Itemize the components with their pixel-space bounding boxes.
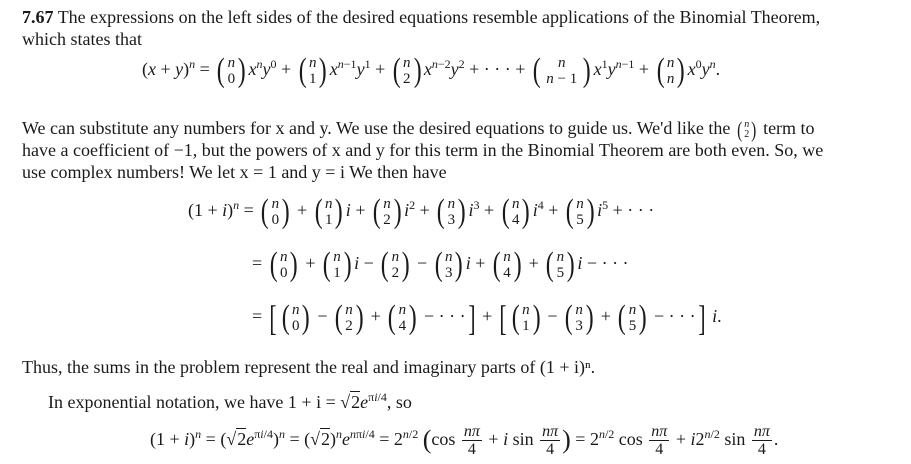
expansion-line-1: $(1 + i)^n$ = ( n 0 ) + ( n 1 ) i + ( n 2 ) $i^2$ + ( n 3 ) $i^3$ + ( n 4 ) $i^4$ + ( n 5 ) $i^5$ + · · · <box>188 193 655 230</box>
conclusion-text-2: In exponential notation, we have 1 + i = <box>48 392 336 412</box>
binomial-theorem-equation: $(x + y)^n$ = ( n 0 ) $x^ny^0$ + ( n 1 ) $x^{n-1}y^1$ + ( n 2 ) $x^{n-2}y^2$ + · · · + ( n n − 1 ) $x^1y^{n-1}$ + ( n n ) $x^0y^n$. <box>142 52 721 89</box>
conclusion-line-2: In exponential notation, we have $1 + i = √2e^{\pi i/4}$, so <box>48 390 412 412</box>
expansion-line-3: = [ ( n 0 ) − ( n 2 ) + ( n 4 ) − · · ·] + [ ( n 1 ) − ( n 3 ) + ( n 5 ) − · · ·] i. <box>252 298 722 338</box>
paragraph-2-line-3: use complex numbers! We let x = 1 and y = i We then have <box>22 162 447 182</box>
conclusion-line-1: Thus, the sums in the problem represent the real and imaginary parts of (1 + i)ⁿ. <box>22 357 596 377</box>
paragraph-2-text-1: We can substitute any numbers for x and y. We use the desired equations to guide us. We'd like the <box>22 118 731 138</box>
problem-number: 7.67 <box>22 7 54 27</box>
paragraph-2-text-1-end: term to <box>763 118 815 138</box>
exponential-equation: $(1 + i)^n = (√2e^{\pi i/4})^n = (√2)^ne^{n\pi i/4} = 2^{n/2}$ (cos $\frac{n\pi}{4}$ + i sin $\frac{n\pi}{4}$ ) = $2^{n/2}$ cos $\frac{n\pi}{4}$ + $i2^{n/2}$ sin $\frac{n\pi}{4}$ . <box>150 423 779 458</box>
intro-text-1: The expressions on the left sides of the desired equations resemble applications of the Binomial Theorem, <box>57 7 821 27</box>
paragraph-2-line-1: We can substitute any numbers for x and y. We use the desired equations to guide us. We'd like the ( n 2 ) term to <box>22 116 815 142</box>
conclusion-text-2-end: , so <box>386 392 412 412</box>
paragraph-2-line-2: have a coefficient of −1, but the powers of x and y for this term in the Binomial Theorem are both even. So, we <box>22 140 824 160</box>
expansion-line-2: = ( n 0 ) + ( n 1 ) i − ( n 2 ) − ( n 3 ) i + ( n 4 ) + ( n 5 ) i − · · · <box>252 246 629 283</box>
intro-line-1 <box>22 6 820 28</box>
intro-line-2: which states that <box>22 29 142 49</box>
